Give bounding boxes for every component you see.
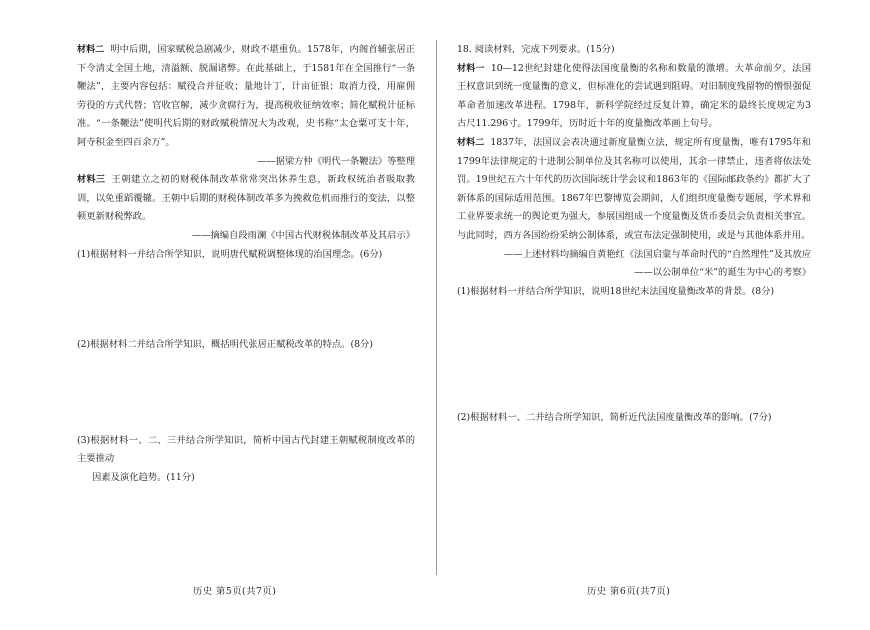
right-page-content (457, 41, 811, 428)
material-1-label: 材料一 (457, 63, 485, 74)
material-3-label: 材料三 (77, 175, 106, 186)
material-3-source: ——摘编自段雨澜《中国古代财税体制改革及其启示》 (191, 229, 415, 241)
right-source-line-1: ——上述材料均摘编自黄艳红《法国启蒙与革命时代的“自然理性”及其放应 (503, 248, 811, 260)
material-3-paragraph (77, 171, 415, 227)
question-1: (1)根据材料一并结合所学知识，说明唐代赋税调整体现的治国理念。(6分) (77, 248, 383, 260)
right-material-2-label: 材料二 (457, 137, 485, 148)
material-1-paragraph (457, 60, 811, 134)
right-material-2-text: 1837年，法国议会表决通过新度量衡立法，规定所有度量衡，唯有1795年和1799年法律规定的十进制公制单位及其名称可以使用，其余一律禁止，违者将依法处罚。19世纪五六十年代的历次国际统计学会议和1863年的《国际邮政条约》都扩大了新体系的国际适用范围。1867年巴黎博览会期间，人们组织度量衡专题展，学术界和工业界要求统一的舆论更为强大，参展国组成一个度量衡及货币委员会负责相关事宜。与此同时，西方各国纷纷采纳公制体系，或宣布法定强制使用，或是与其他体系并用。 (457, 136, 811, 241)
right-page (437, 0, 870, 630)
question-2: (2)根据材料二并结合所学知识，概括明代张居正赋税改革的特点。(8分) (77, 339, 373, 351)
left-page-footer: 历史 第5页(共7页) (193, 586, 277, 597)
right-page-footer: 历史 第6页(共7页) (587, 586, 671, 597)
question-3-line-1: (3)根据材料一、二、三并结合所学知识，简析中国古代封建王朝赋税制度改革的主要推动 (77, 434, 415, 465)
left-page-content (77, 41, 415, 488)
answer-space-2[interactable] (77, 355, 415, 432)
material-2-label: 材料二 (77, 45, 105, 55)
answer-space-1[interactable] (77, 264, 415, 336)
right-question-1: (1)根据材料一并结合所学知识，说明18世纪末法国度量衡改革的背景。(8分) (457, 285, 775, 297)
material-1-text: 10—12世纪封建化使得法国度量衡的名称和数量的激增。大革命前夕，法国王权意识到统一度量衡的意义，但标准化的尝试遇到阻碍。对旧制度残留物的憎恨强促革命者加速改革进程。1798年，新科学院经过反复计算，确定米的最终长度规定为3古尺11.296寸。1799年，历时近十年的度量衡改革画上句号。 (457, 62, 811, 130)
material-2-paragraph (77, 41, 415, 153)
material-2-source: ——据梁方仲《明代一条鞭法》等整理 (256, 155, 415, 167)
question-3-line-2: 因素及演化趋势。(11分) (92, 471, 195, 483)
right-answer-space-1[interactable] (457, 301, 811, 409)
material-2-text: 明中后期，国家赋税急剧减少，财政不堪重负。1578年，内阁首辅张居正下令清丈全国土地，清溢额、脱漏诸弊。在此基础上，于1581年在全国推行“一条鞭法”，主要内容包括：赋役合并征收；量地计丁，计亩征银；取消力役，用雇佣劳役的方式代替；官收官解，减少贪腐行为，提高税收征纳效率；简化赋税计征标准。“一条鞭法”使明代后期的财政赋税情况大为改观，史书称“太仓粟可支十年，阿寺积金至四百余万”。 (77, 44, 415, 148)
question-18-title: 18. 阅读材料，完成下列要求。(15分) (457, 44, 615, 55)
right-question-2: (2)根据材料一、二并结合所学知识，简析近代法国度量衡改革的影响。(7分) (457, 412, 772, 424)
right-source-line-2: ——以公制单位“米”的诞生为中心的考察》 (634, 267, 811, 279)
right-material-2-paragraph (457, 134, 811, 246)
material-3-text: 王朝建立之初的财税体制改革常常突出休养生息，新政权统治者吸取教训，以免重蹈覆辙。王朝中后期的财税体制改革多为挽救危机而推行的变法，以整顿更新财税弊政。 (77, 174, 415, 223)
